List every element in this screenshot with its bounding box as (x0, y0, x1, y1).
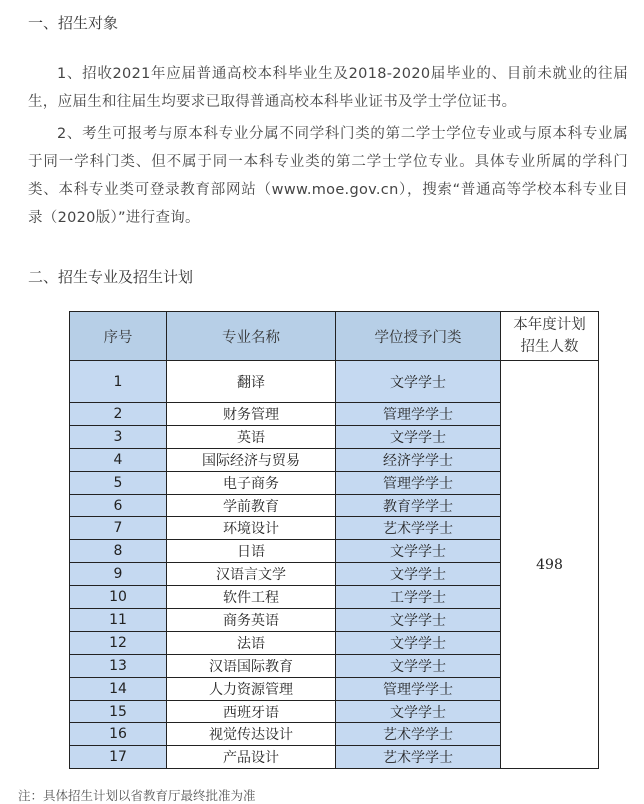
row-degree-category: 艺术学学士 (336, 517, 501, 540)
row-degree-category: 经济学学士 (336, 448, 501, 471)
row-seq: 15 (70, 700, 167, 723)
enrollment-plan-table (69, 311, 599, 769)
section-two-title: 二、招生专业及招生计划 (28, 268, 194, 286)
row-major-name: 视觉传达设计 (167, 723, 336, 746)
header-plan-count-label: 本年度计划招生人数 (513, 317, 586, 355)
row-degree-category: 文学学士 (336, 700, 501, 723)
row-degree-category: 文学学士 (336, 361, 501, 403)
row-degree-category: 文学学士 (336, 425, 501, 448)
row-seq: 4 (70, 448, 167, 471)
header-plan-count (501, 312, 599, 361)
section-one-title: 一、招生对象 (28, 14, 119, 32)
row-degree-category: 艺术学学士 (336, 746, 501, 769)
row-major-name: 法语 (167, 631, 336, 654)
table-row (70, 361, 599, 403)
row-major-name: 汉语国际教育 (167, 654, 336, 677)
row-seq: 11 (70, 609, 167, 632)
row-major-name: 日语 (167, 540, 336, 563)
row-degree-category: 文学学士 (336, 540, 501, 563)
row-major-name: 产品设计 (167, 746, 336, 769)
row-major-name: 电子商务 (167, 471, 336, 494)
row-major-name: 汉语言文学 (167, 563, 336, 586)
row-seq: 13 (70, 654, 167, 677)
paragraph-eligibility-1: 1、招收2021年应届普通高校本科毕业生及2018-2020届毕业的、目前未就业的往届生，应届生和往届生均要求已取得普通高校本科毕业证书及学士学位证书。 (28, 66, 628, 110)
row-major-name: 西班牙语 (167, 700, 336, 723)
row-seq: 9 (70, 563, 167, 586)
row-seq: 7 (70, 517, 167, 540)
header-major-name: 专业名称 (167, 312, 336, 361)
row-seq: 16 (70, 723, 167, 746)
row-degree-category: 管理学学士 (336, 677, 501, 700)
row-major-name: 翻译 (167, 361, 336, 403)
row-seq: 5 (70, 471, 167, 494)
row-seq: 14 (70, 677, 167, 700)
row-degree-category: 教育学学士 (336, 494, 501, 517)
row-degree-category: 文学学士 (336, 654, 501, 677)
header-degree-category: 学位授予门类 (336, 312, 501, 361)
plan-total: 498 (501, 361, 599, 769)
row-seq: 8 (70, 540, 167, 563)
row-major-name: 学前教育 (167, 494, 336, 517)
row-degree-category: 文学学士 (336, 563, 501, 586)
row-seq: 2 (70, 403, 167, 426)
row-degree-category: 艺术学学士 (336, 723, 501, 746)
row-major-name: 环境设计 (167, 517, 336, 540)
row-seq: 10 (70, 586, 167, 609)
row-degree-category: 管理学学士 (336, 471, 501, 494)
row-major-name: 软件工程 (167, 586, 336, 609)
row-major-name: 人力资源管理 (167, 677, 336, 700)
row-major-name: 财务管理 (167, 403, 336, 426)
paragraph-eligibility-2: 2、考生可报考与原本科专业分属不同学科门类的第二学士学位专业或与原本科专业属于同一学科门类、但不属于同一本科专业类的第二学士学位专业。具体专业所属的学科门类、本科专业类可登录教育部网站（www.moe.gov.cn），搜索“普通高等学校本科专业目录（2020版）”进行查询。 (28, 126, 628, 226)
header-seq: 序号 (70, 312, 167, 361)
row-seq: 6 (70, 494, 167, 517)
row-seq: 1 (70, 361, 167, 403)
row-degree-category: 工学学士 (336, 586, 501, 609)
row-degree-category: 文学学士 (336, 609, 501, 632)
row-seq: 3 (70, 425, 167, 448)
table-header-row (70, 312, 599, 361)
row-major-name: 商务英语 (167, 609, 336, 632)
row-major-name: 国际经济与贸易 (167, 448, 336, 471)
row-seq: 17 (70, 746, 167, 769)
row-degree-category: 管理学学士 (336, 403, 501, 426)
footnote: 注：具体招生计划以省教育厅最终批准为准 (18, 788, 256, 803)
row-degree-category: 文学学士 (336, 631, 501, 654)
row-major-name: 英语 (167, 425, 336, 448)
row-seq: 12 (70, 631, 167, 654)
